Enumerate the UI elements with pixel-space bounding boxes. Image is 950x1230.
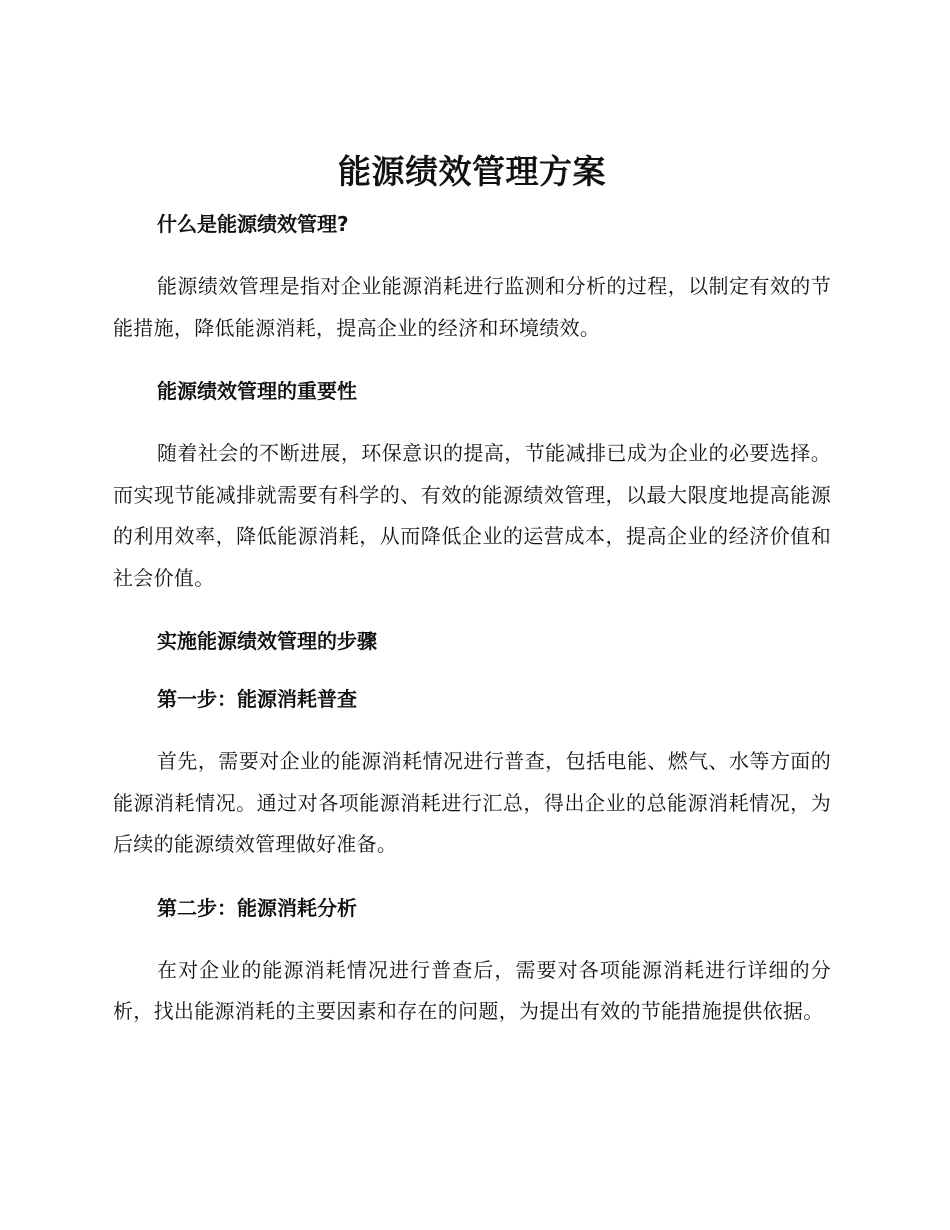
paragraph-definition: 能源绩效管理是指对企业能源消耗进行监测和分析的过程，以制定有效的节能措施，降低能源消耗，提高企业的经济和环境绩效。 bbox=[113, 274, 831, 340]
paragraph-importance: 随着社会的不断进展，环保意识的提高，节能减排已成为企业的必要选择。而实现节能减排就需要有科学的、有效的能源绩效管理，以最大限度地提高能源的利用效率，降低能源消耗，从而降低企业的运营成本，提高企业的经济价值和社会价值。 bbox=[113, 441, 831, 590]
step-heading-1: 第一步：能源消耗普查 bbox=[157, 687, 357, 711]
section-heading-importance: 能源绩效管理的重要性 bbox=[157, 379, 357, 403]
document-title: 能源绩效管理方案 bbox=[338, 152, 606, 191]
step-heading-2: 第二步：能源消耗分析 bbox=[157, 895, 357, 920]
paragraph-step-1: 首先，需要对企业的能源消耗情况进行普查，包括电能、燃气、水等方面的能源消耗情况。通过对各项能源消耗进行汇总，得出企业的总能源消耗情况，为后续的能源绩效管理做好准备。 bbox=[113, 749, 831, 856]
paragraph-step-2: 在对企业的能源消耗情况进行普查后，需要对各项能源消耗进行详细的分析，找出能源消耗的主要因素和存在的问题，为提出有效的节能措施提供依据。 bbox=[113, 957, 831, 1023]
section-heading-steps: 实施能源绩效管理的步骤 bbox=[157, 629, 377, 653]
document-body bbox=[113, 150, 831, 1059]
section-heading-what-is: 什么是能源绩效管理? bbox=[157, 212, 349, 236]
